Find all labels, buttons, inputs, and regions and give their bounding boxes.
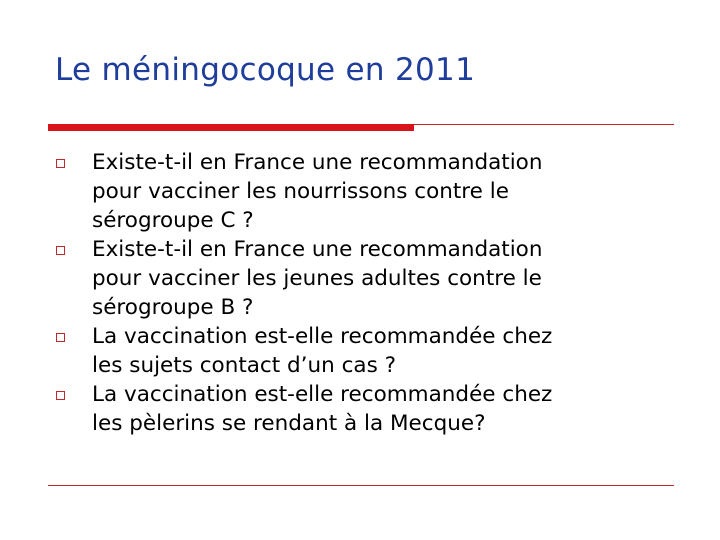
- hollow-square-bullet-icon: [56, 391, 65, 400]
- bullet-line: pour vacciner les nourrissons contre le: [92, 179, 509, 204]
- bullet-item-2: [0, 235, 672, 322]
- bullet-line: La vaccination est-elle recommandée chez: [92, 324, 553, 349]
- bullet-line: Existe-t-il en France une recommandation: [92, 150, 543, 175]
- bullet-line: sérogroupe B ?: [92, 295, 254, 320]
- bullet-item-3: [0, 322, 672, 380]
- bullet-line: La vaccination est-elle recommandée chez: [92, 382, 553, 407]
- bullet-item-1: [0, 148, 672, 235]
- hollow-square-bullet-icon: [56, 333, 65, 342]
- bullet-list: [0, 148, 720, 438]
- hollow-square-bullet-icon: [56, 159, 65, 168]
- slide-title: Le méningocoque en 2011: [55, 52, 476, 88]
- bullet-line: les sujets contact d’un cas ?: [92, 353, 397, 378]
- bullet-item-4: [0, 380, 672, 438]
- bullet-line: sérogroupe C ?: [92, 208, 254, 233]
- bullet-line: pour vacciner les jeunes adultes contre le: [92, 266, 542, 291]
- bottom-divider: [48, 485, 674, 486]
- hollow-square-bullet-icon: [56, 246, 65, 255]
- bullet-line: les pèlerins se rendant à la Mecque?: [92, 411, 486, 436]
- bullet-line: Existe-t-il en France une recommandation: [92, 237, 543, 262]
- title-accent-bar: [48, 124, 414, 131]
